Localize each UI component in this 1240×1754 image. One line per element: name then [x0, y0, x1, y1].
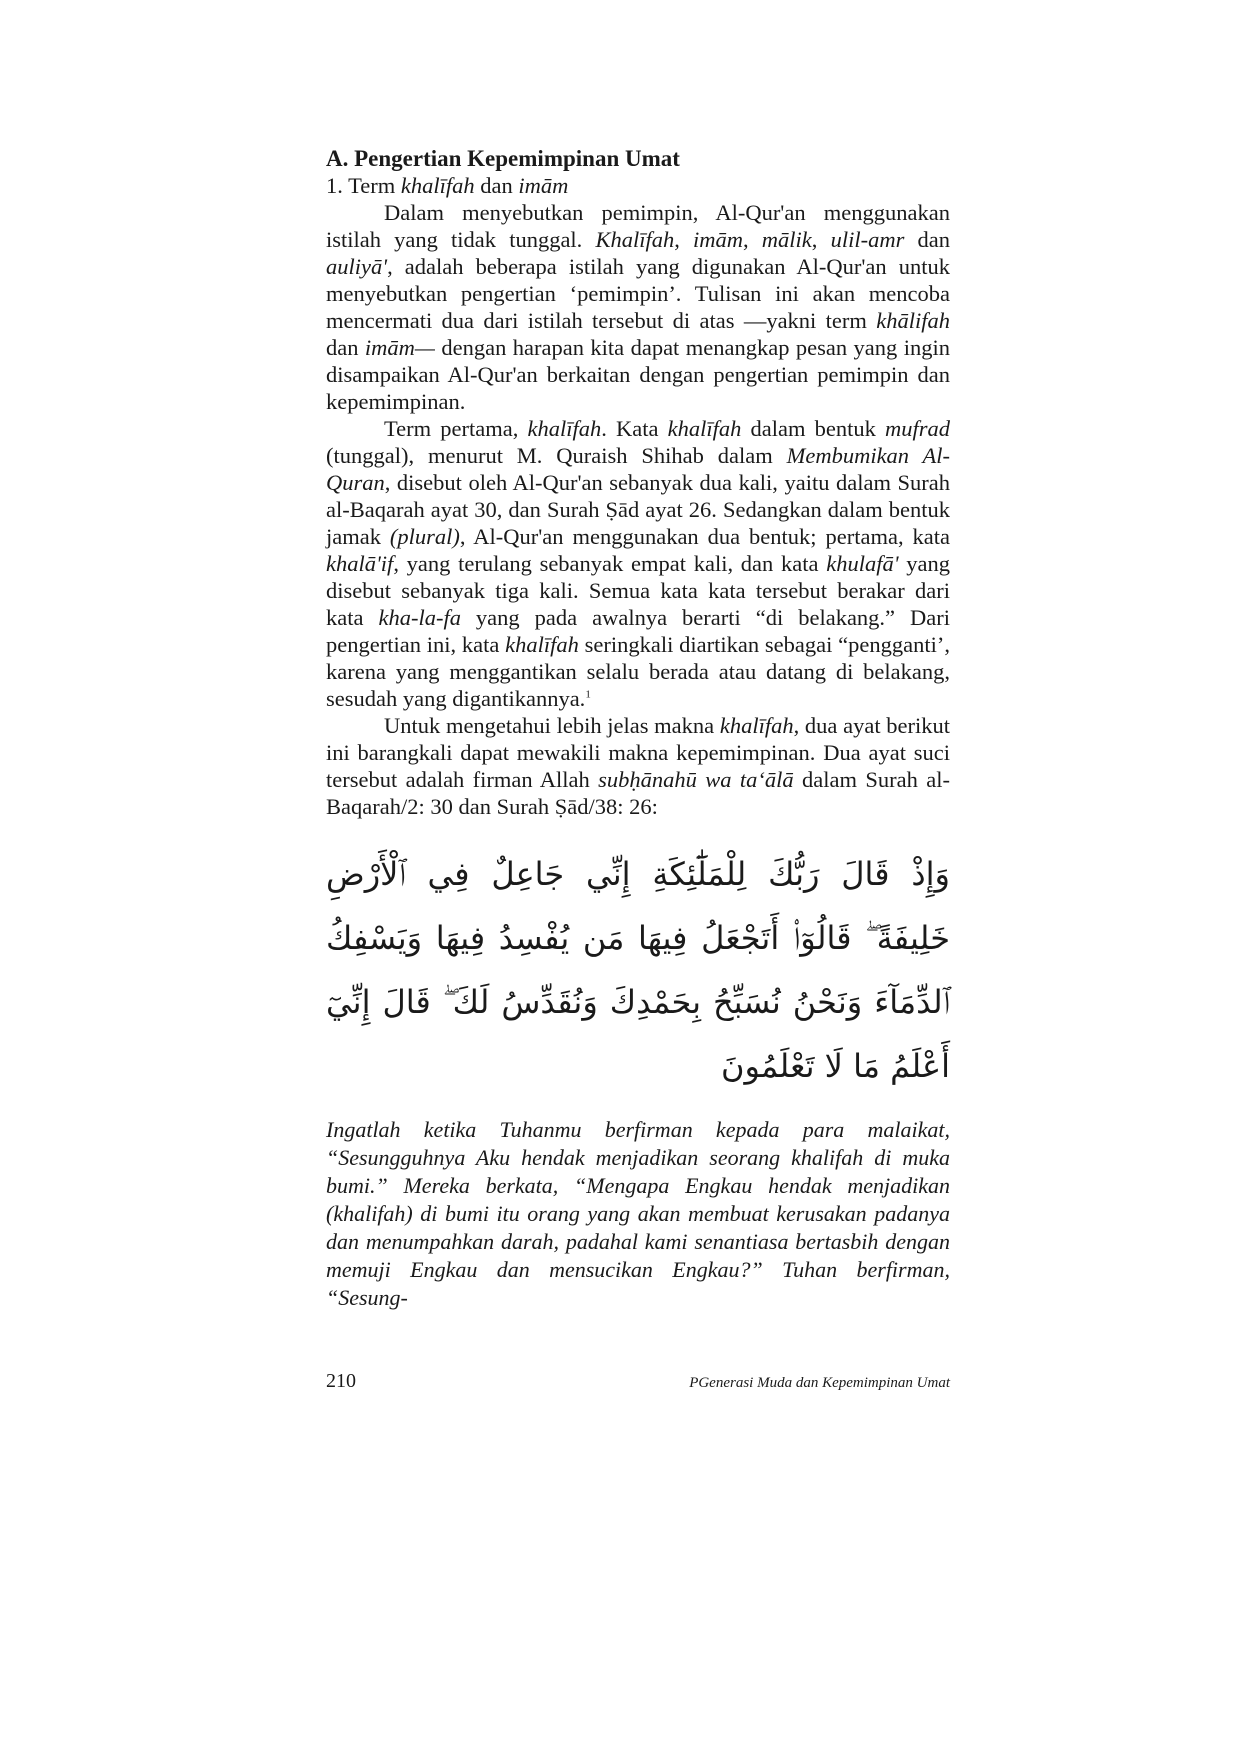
text-run: yang pada awalnya berarti “di belakang.” Dari pengertian ini, kata — [326, 605, 950, 657]
italic-term: auliyā' — [326, 254, 388, 279]
text-run: , — [811, 227, 831, 252]
arabic-verse: وَإِذْ قَالَ رَبُّكَ لِلْمَلَٰٓئِكَةِ إِنِّي جَاعِلٌ فِي ٱلْأَرْضِ خَلِيفَةً ۖ قَالُوٓا۟ أَتَجْعَلُ فِيهَا مَن يُفْسِدُ فِيهَا وَيَسْفِكُ ٱلدِّمَآءَ وَنَحْنُ نُسَبِّحُ بِحَمْدِكَ وَنُقَدِّسُ لَكَ ۖ قَالَ إِنِّيٓ أَعْلَمُ مَا لَا تَعْلَمُونَ — [326, 855, 950, 1085]
page-footer — [326, 1368, 950, 1396]
italic-term: khalīfah — [719, 713, 794, 738]
italic-term: kha-la-fa — [378, 605, 461, 630]
text-run: . Kata — [601, 416, 668, 441]
verse-translation: Ingatlah ketika Tuhanmu berfirman kepada para malaikat, “Sesungguhnya Aku hendak menjadikan seorang khalifah di muka bumi.” Mereka berkata, “Mengapa Engkau hendak menjadikan (khalifah) di bumi itu orang yang akan membuat kerusakan padanya dan menumpahkan darah, padahal kami senantiasa bertasbih dengan memuji Engkau dan mensucikan Engkau?” Tuhan berfirman, “Sesung- — [326, 1117, 950, 1310]
text-run: , — [743, 227, 762, 252]
text-run: seringkali diartikan sebagai “pengganti’, karena yang menggantikan selalu berada atau datang di belakang, sesudah yang digantikannya. — [326, 632, 950, 711]
text-run: , dua ayat berikut ini barangkali dapat mewakili makna kepemimpinan. Dua ayat suci tersebut adalah firman Allah — [326, 713, 950, 792]
italic-term: imām — [693, 227, 744, 252]
italic-term: khalīfah — [527, 416, 602, 441]
italic-term: khālifah — [876, 308, 950, 333]
text-run: dengan harapan kita dapat menangkap pesan yang ingin disampaikan Al-Qur'an berkaitan dengan pengertian pemimpin dan kepemimpinan. — [326, 335, 950, 414]
section-heading: A. Pengertian Kepemimpinan Umat — [326, 146, 680, 171]
italic-term: subḥānahū wa ta‘ālā — [598, 767, 794, 792]
italic-term: khalīfah — [505, 632, 579, 657]
text-run: (tunggal), menurut M. Quraish Shihab dalam — [326, 443, 787, 468]
text-run: dalam bentuk — [741, 416, 885, 441]
paragraph-khalifah — [326, 415, 950, 712]
text-run: , yang terulang sebanyak empat kali, dan kata — [393, 551, 827, 576]
text-run: Dalam menyebutkan pemimpin, Al-Qur'an menggunakan istilah yang tidak tunggal. — [326, 200, 950, 252]
italic-term: khalīfah — [667, 416, 742, 441]
text-run: 1. Term — [326, 173, 401, 198]
paragraph-definition — [326, 199, 950, 415]
text-run: yang disebut sebanyak tiga kali. Semua kata kata tersebut berakar dari kata — [326, 551, 950, 630]
italic-term: imām— — [364, 335, 435, 360]
italic-term: Membumikan Al-Quran — [326, 443, 950, 495]
text-run: dan — [904, 227, 950, 252]
footnote-ref: 1 — [585, 688, 591, 701]
page-number: 210 — [326, 1370, 356, 1392]
text-run: , adalah beberapa istilah yang digunakan Al-Qur'an untuk menyebutkan pengertian ‘pemimpin’. Tulisan ini akan mencoba mencermati dua dari istilah tersebut di atas —yakni term — [326, 254, 950, 333]
body-text — [326, 199, 950, 820]
text-run: , disebut oleh Al-Qur'an sebanyak dua kali, yaitu dalam Surah al-Baqarah ayat 30, dan Surah Ṣād ayat 26. Sedangkan dalam bentuk jamak — [326, 470, 950, 549]
italic-term: (plural) — [389, 524, 460, 549]
text-run: , — [674, 227, 694, 252]
text-run: , Al-Qur'an menggunakan dua bentuk; pertama, kata — [459, 524, 950, 549]
italic-term: khulafā' — [826, 551, 899, 576]
italic-term: mālik — [761, 227, 812, 252]
page-content — [326, 145, 950, 1396]
italic-term: khalīfah — [400, 173, 475, 198]
italic-term: mufrad — [884, 416, 950, 441]
italic-term: imām — [518, 173, 569, 198]
text-run: dalam Surah al-Baqarah/2: 30 dan Surah Ṣād/38: 26: — [326, 767, 950, 819]
text-run: Untuk mengetahui lebih jelas makna — [384, 713, 720, 738]
italic-term: Khalīfah — [595, 227, 675, 252]
italic-term: ulil-amr — [830, 227, 905, 252]
text-run: Term pertama, — [384, 416, 528, 441]
paragraph-verses-intro — [326, 712, 950, 820]
text-run: dan — [474, 173, 519, 198]
italic-term: khalā'if — [326, 551, 394, 576]
subheading — [326, 172, 950, 199]
running-title: PGenerasi Muda dan Kepemimpinan Umat — [689, 1375, 950, 1391]
text-run: dan — [326, 335, 365, 360]
